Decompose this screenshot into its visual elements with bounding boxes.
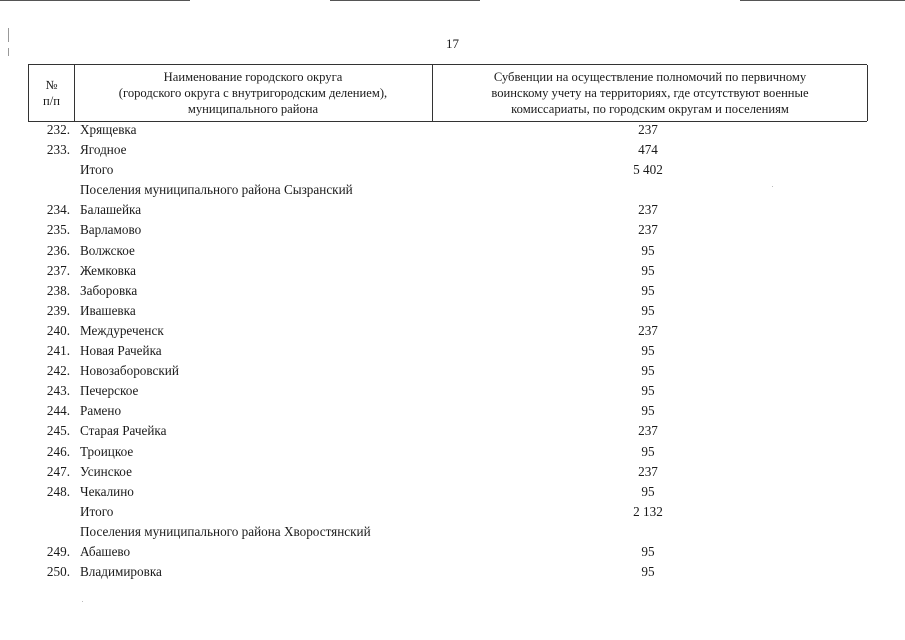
table-row [28, 200, 867, 220]
row-value: 95 [641, 302, 655, 318]
row-value: 2 132 [633, 503, 663, 519]
row-value: 95 [641, 363, 655, 379]
subtotal-row [28, 160, 867, 180]
table-row [28, 241, 867, 261]
header-name-line: муниципального района [187, 102, 319, 116]
row-number: 250. [46, 564, 70, 580]
row-value: 95 [641, 282, 655, 298]
row-number: 245. [46, 423, 70, 439]
table-row [28, 542, 867, 562]
section-heading-row [28, 180, 867, 200]
row-value: 237 [638, 122, 658, 137]
row-name: Хрящевка [80, 122, 137, 137]
row-name: Новозаборовский [80, 363, 179, 379]
header-name-line: (городского округа с внутригородским делением), [118, 86, 388, 100]
row-number: 246. [46, 443, 70, 459]
row-number: 236. [46, 242, 70, 258]
table-row [28, 401, 867, 421]
table-row [28, 442, 867, 462]
header-name-column [74, 65, 433, 121]
row-name: Волжское [80, 242, 135, 258]
header-number-line: № [45, 78, 58, 92]
row-name: Итого [80, 162, 114, 178]
table-header [28, 64, 867, 122]
row-value: 95 [641, 343, 655, 359]
row-value: 95 [641, 483, 655, 499]
table-row [28, 261, 867, 281]
row-value: 95 [641, 242, 655, 258]
row-name: Поселения муниципального района Хворостянский [80, 523, 371, 539]
row-value: 95 [641, 403, 655, 419]
row-name: Старая Рачейка [80, 423, 167, 439]
row-value: 237 [638, 222, 658, 238]
header-number-line: п/п [43, 94, 60, 108]
table-row [28, 361, 867, 381]
table-row [28, 462, 867, 482]
row-value: 95 [641, 443, 655, 459]
row-value: 237 [638, 423, 658, 439]
header-subvention-line: комиссариаты, по городским округам и поселениям [511, 102, 789, 116]
scan-speck [82, 601, 83, 602]
row-name: Абашево [80, 543, 131, 559]
header-subvention-line: Субвенции на осуществление полномочий по первичному [493, 70, 807, 84]
row-name: Новая Рачейка [80, 343, 162, 359]
row-value: 95 [641, 543, 655, 559]
row-value: 95 [641, 564, 655, 580]
row-name: Печерское [80, 383, 139, 399]
row-name: Заборовка [80, 282, 138, 298]
table-row [28, 562, 867, 582]
table-row [28, 321, 867, 341]
table-row [28, 482, 867, 502]
row-value: 237 [638, 463, 658, 479]
row-number: 234. [46, 202, 70, 218]
row-number: 239. [46, 302, 70, 318]
row-number: 238. [46, 282, 70, 298]
row-number: 243. [46, 383, 70, 399]
row-value: 95 [641, 262, 655, 278]
table-row [28, 341, 867, 361]
row-name: Ягодное [80, 142, 127, 158]
row-value: 474 [638, 142, 658, 158]
row-value: 237 [638, 202, 658, 218]
row-name: Владимировка [80, 564, 162, 580]
table-row [28, 281, 867, 301]
header-subvention-column [433, 65, 868, 121]
header-name-line: Наименование городского округа [163, 70, 343, 84]
table-row [28, 421, 867, 441]
scan-edge-line [330, 0, 480, 1]
row-name: Варламово [80, 222, 142, 238]
row-name: Балашейка [80, 202, 142, 218]
section-heading-row [28, 522, 867, 542]
row-name: Рамено [80, 403, 122, 419]
page-number: 17 [446, 36, 459, 51]
row-name: Троицкое [80, 443, 134, 459]
row-number: 247. [46, 463, 70, 479]
row-number: 233. [46, 142, 70, 158]
row-name: Усинское [80, 463, 132, 479]
table-body [28, 120, 867, 582]
table-row [28, 120, 867, 140]
row-value: 5 402 [633, 162, 663, 178]
row-name: Ивашевка [80, 302, 136, 318]
row-number: 235. [46, 222, 70, 238]
row-number: 240. [46, 322, 70, 338]
row-name: Чекалино [80, 483, 134, 499]
subtotal-row [28, 502, 867, 522]
header-number-column [28, 65, 75, 121]
row-number: 241. [46, 343, 70, 359]
row-name: Поселения муниципального района Сызранский [80, 182, 353, 198]
row-number: 249. [46, 543, 70, 559]
table-row [28, 140, 867, 160]
scan-edge-line [740, 0, 905, 1]
table-row [28, 301, 867, 321]
row-number: 248. [46, 483, 70, 499]
table-row [28, 220, 867, 240]
row-value: 95 [641, 383, 655, 399]
row-number: 242. [46, 363, 70, 379]
row-value: 237 [638, 322, 658, 338]
table-row [28, 381, 867, 401]
row-name: Итого [80, 503, 114, 519]
scan-edge-line [0, 0, 190, 1]
row-number: 232. [46, 122, 70, 137]
row-number: 244. [46, 403, 70, 419]
row-name: Междуреченск [80, 322, 164, 338]
row-name: Жемковка [80, 262, 136, 278]
header-subvention-line: воинскому учету на территориях, где отсутствуют военные [491, 86, 809, 100]
row-number: 237. [46, 262, 70, 278]
